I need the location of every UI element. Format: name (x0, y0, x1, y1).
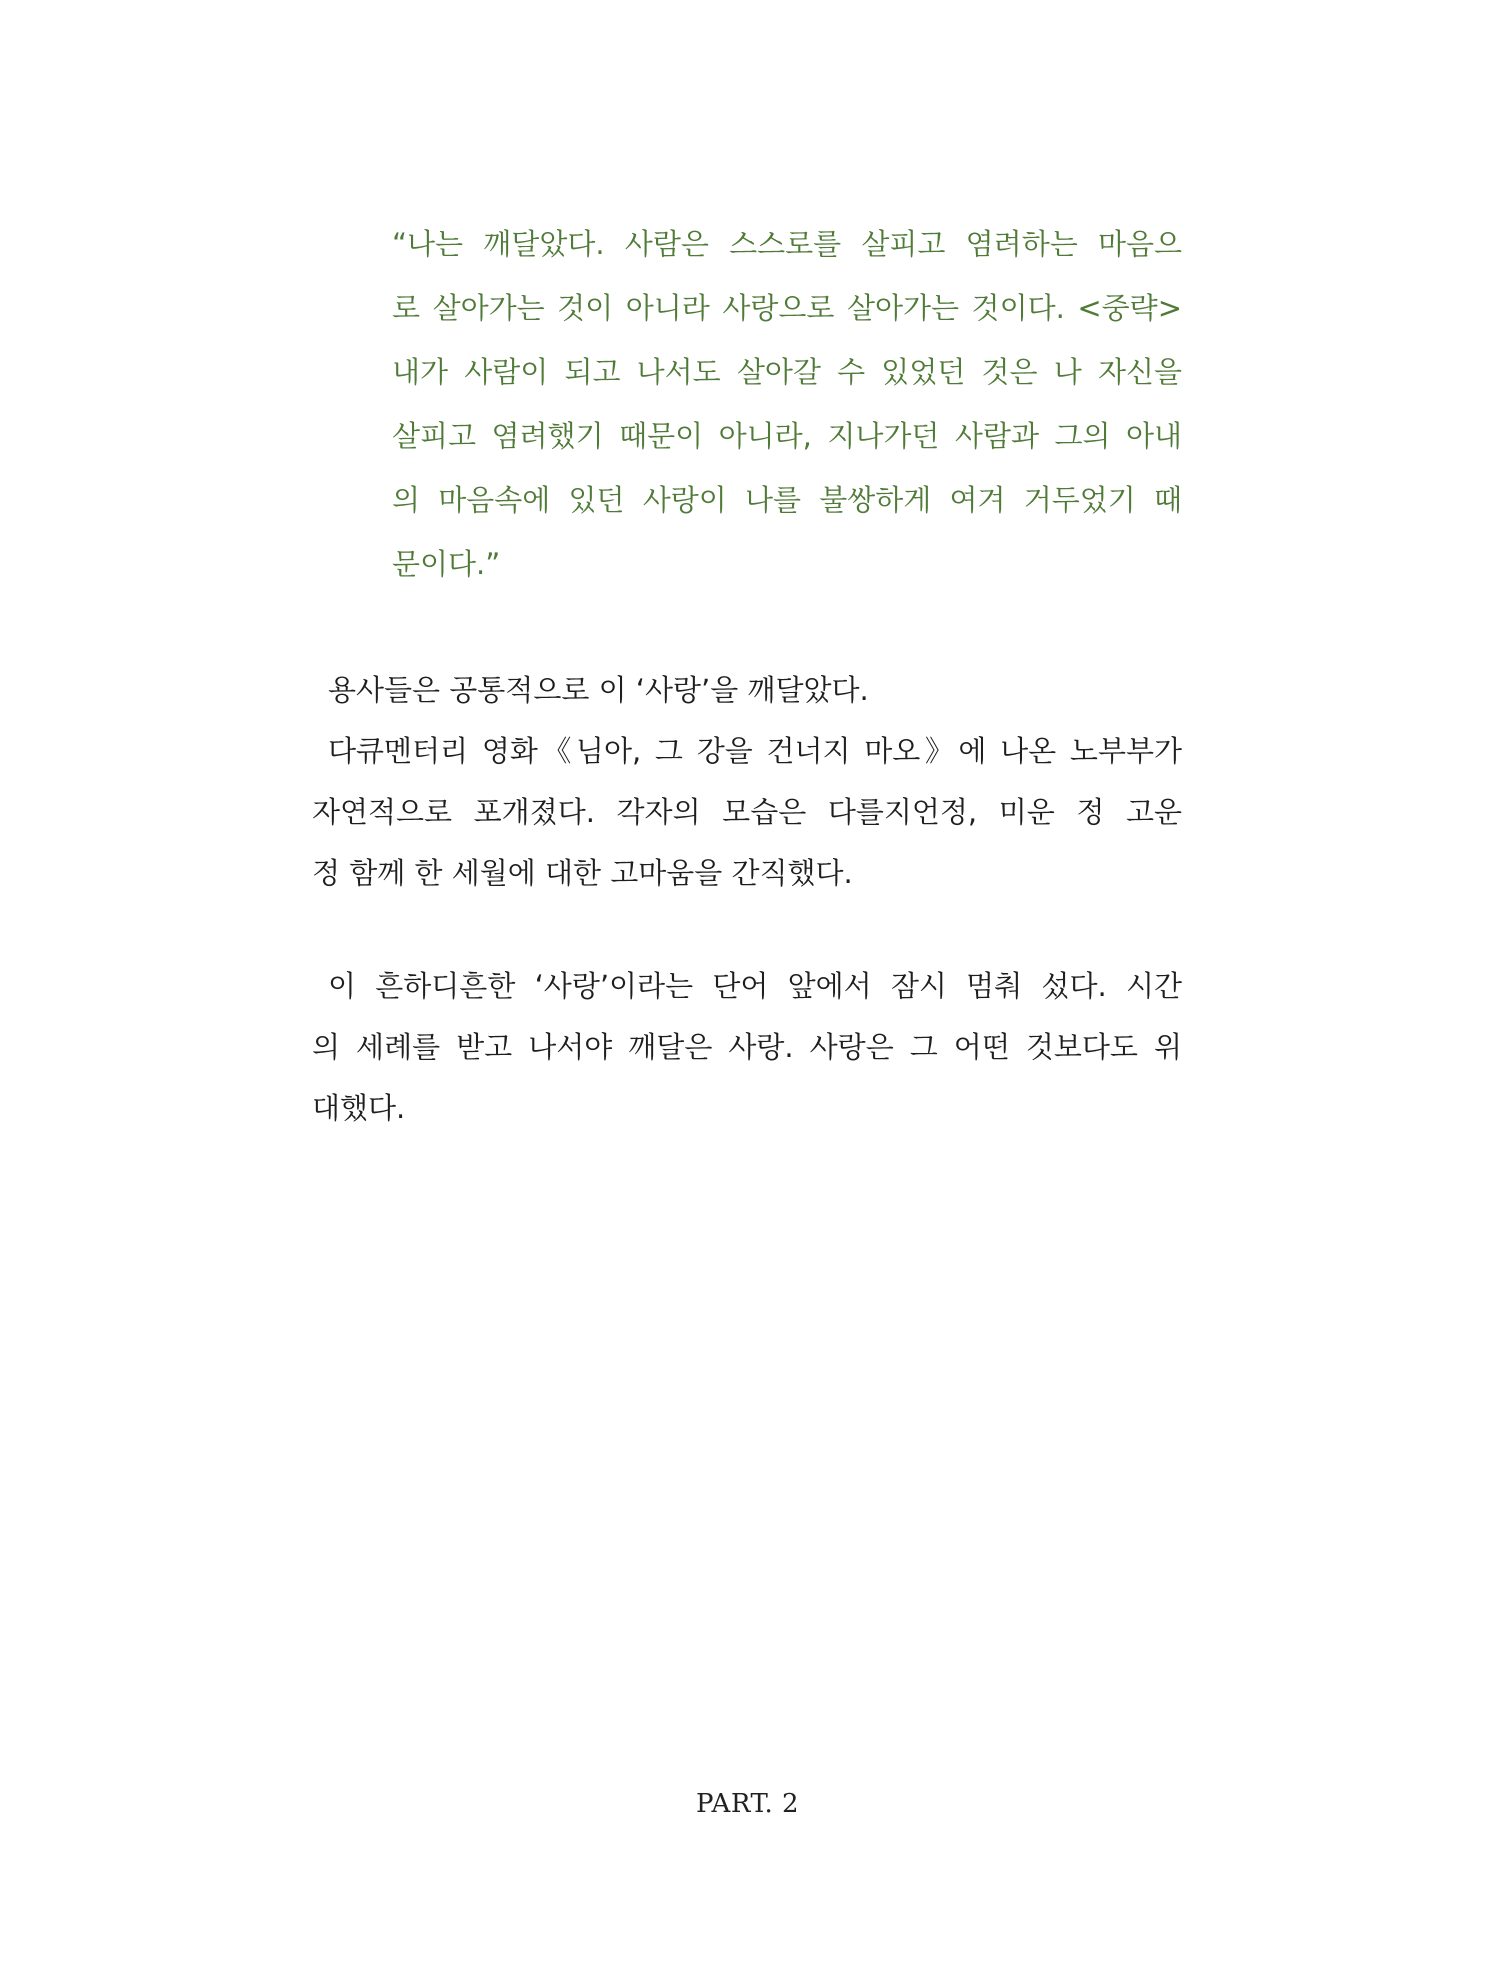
quote-line: “나는 깨달았다. 사람은 스스로를 살피고 염려하는 마음으 (392, 227, 1182, 261)
page-footer-label: PART. 2 (695, 1789, 800, 1819)
body-line: 정 함께 한 세월에 대한 고마움을 간직했다. (312, 856, 853, 890)
body-paragraph-1 (312, 660, 1182, 904)
quote-line: 로 살아가는 것이 아니라 사랑으로 살아가는 것이다. <중략> (392, 291, 1182, 325)
body-paragraph-2 (312, 956, 1182, 1139)
body-line: 의 세례를 받고 나서야 깨달은 사랑. 사랑은 그 어떤 것보다도 위 (312, 1030, 1182, 1064)
quote-line: 의 마음속에 있던 사랑이 나를 불쌍하게 여겨 거두었기 때 (392, 483, 1182, 517)
quote-line: 내가 사람이 되고 나서도 살아갈 수 있었던 것은 나 자신을 (392, 355, 1182, 389)
body-line: 다큐멘터리 영화《님아, 그 강을 건너지 마오》에 나온 노부부가 (328, 734, 1182, 768)
body-line: 용사들은 공통적으로 이 ‘사랑’을 깨달았다. (328, 673, 869, 707)
body-line: 이 흔하디흔한 ‘사랑’이라는 단어 앞에서 잠시 멈춰 섰다. 시간 (328, 969, 1182, 1003)
body-line: 자연적으로 포개졌다. 각자의 모습은 다를지언정, 미운 정 고운 (312, 795, 1182, 829)
body-line: 대했다. (312, 1091, 406, 1125)
quote-line: 문이다.” (392, 547, 501, 581)
quote-block (392, 212, 1182, 596)
quote-line: 살피고 염려했기 때문이 아니라, 지나가던 사람과 그의 아내 (392, 419, 1182, 453)
